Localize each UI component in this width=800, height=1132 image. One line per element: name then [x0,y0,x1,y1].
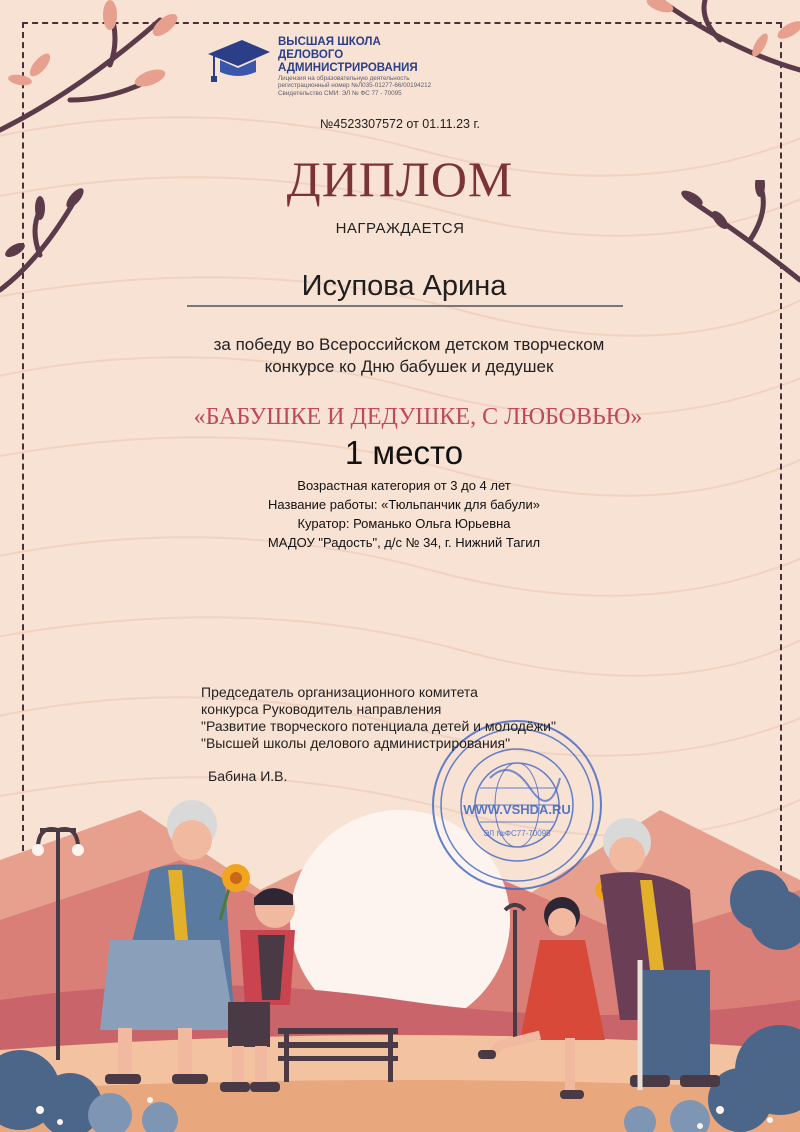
curator: Куратор: Романько Ольга Юрьевна [297,516,511,531]
name-underline [187,305,623,307]
stamp-registration: ЭЛ №ФС77-70095 [483,829,551,838]
contest-name: «БАБУШКЕ И ДЕДУШКЕ, С ЛЮБОВЬЮ» [193,404,643,430]
diploma-title: ДИПЛОМ [286,151,514,207]
certificate-number: №4523307572 от 01.11.23 г. [320,117,480,131]
signature-line4: "Высшей школы делового администрирования" [201,735,511,751]
logo-title-line2: ДЕЛОВОГО АДМИНИСТРИРОВАНИЯ [278,49,418,74]
logo-license-line3: Свидетельство СМИ: ЭЛ № ФС 77 - 70095 [278,89,402,97]
award-details [0,476,800,552]
awarded-label: НАГРАЖДАЕТСЯ [335,220,465,237]
grandparents-illustration [0,770,800,1132]
institution: МАДОУ "Радость", д/с № 34, г. Нижний Тагил [267,535,541,550]
work-title: Название работы: «Тюльпанчик для бабули» [268,497,540,512]
recipient-name: Исупова Арина [301,270,507,302]
school-logo [206,36,476,97]
signatory-name: Бабина И.В. [208,768,288,784]
logo-license-line1: Лицензия на образовательную деятельность [278,75,410,82]
logo-title-line1: ВЫСШАЯ ШКОЛА [278,36,381,48]
place-result: 1 место [344,434,464,471]
stamp-site: WWW.VSHDA.RU [463,802,571,817]
award-reason [0,334,800,378]
award-reason-line2: конкурсе ко Дню бабушек и дедушек [264,357,554,376]
logo-license-line2: регистрационный номер №Л035-01277-66/00194212 [278,82,432,90]
signature-line1: Председатель организационного комитета [201,684,478,700]
award-reason-line1: за победу во Всероссийском детском творческом [213,335,605,354]
signature-line3: "Развитие творческого потенциала детей и молодёжи" [201,718,556,734]
age-category: Возрастная категория от 3 до 4 лет [297,478,511,493]
branch-top-right-decoration [620,0,800,120]
signature-line2: конкурса Руководитель направления [201,701,442,717]
graduation-cap-icon [206,38,272,84]
signature-block [201,684,556,752]
